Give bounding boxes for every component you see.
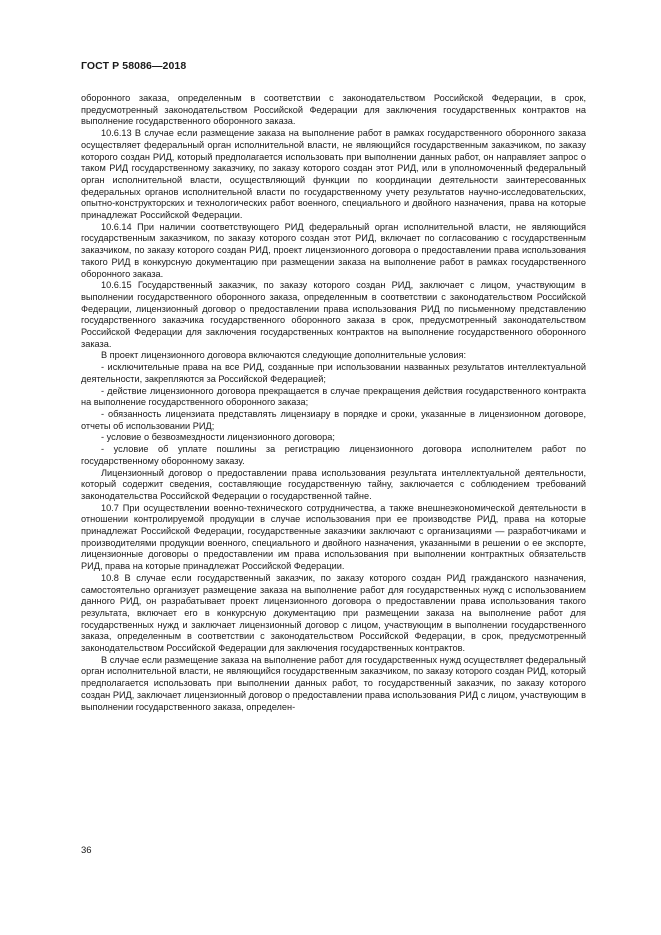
list-item: - условие об уплате пошлины за регистрацию лицензионного договора исполнителем работ по государственному оборонному заказу. — [81, 444, 586, 466]
paragraph-10-8: 10.8 В случае если государственный заказчик, по заказу которого создан РИД гражданского назначения, самостоятельно организует размещение заказа на выполнение работ для государственных нужд с использованием данного РИД, он разрабатывает проект лицензионного договора о предоставлении права использования такого результата, включает его в конкурсную документацию при размещении заказа на выполнение работ для государственных нужд и заключает лицензионный договор с лицом, участвующим в выполнении государственного заказа, определенным в соответствии с законодательством Российской Федерации, в срок, предусмотренный законодательством Российской Федерации для заключения государственных контрактов. — [81, 572, 586, 654]
paragraph-state-secret: Лицензионный договор о предоставлении права использования результата интеллектуальной деятельности, который содержит сведения, составляющие государственную тайну, заключается с соблюдением требований законодательства Российской Федерации о государственной тайне. — [81, 467, 586, 501]
document-code-header: ГОСТ Р 58086—2018 — [81, 60, 187, 72]
paragraph-10-8-continued: В случае если размещение заказа на выполнение работ для государственных нужд осуществляет федеральный орган исполнительной власти, не являющийся государственным заказчиком, по заказу которого создан РИД, который предполагается использовать при выполнении данных работ, то государственный заказчик, по заказу которого создан РИД, заключает лицензионный договор о предоставлении права использования РИД с лицом, участвующим в выполнении государственного заказа, определен- — [81, 654, 586, 712]
paragraph-10-6-15: 10.6.15 Государственный заказчик, по заказу которого создан РИД, заключает с лицом, участвующим в выполнении государственного оборонного заказа, определенным в соответствии с законодательством Российской Федерации, лицензионный договор о предоставлении права использования РИД по письменному представлению государственного заказчика государственного оборонного заказа в срок, предусмотренный законодательством Российской Федерации для заключения государственных контрактов на выполнение государственного оборонного заказа. — [81, 280, 586, 349]
paragraph-conditions-intro: В проект лицензионного договора включаются следующие дополнительные условия: — [101, 350, 467, 361]
body-text — [81, 93, 586, 713]
paragraph-10-7: 10.7 При осуществлении военно-технического сотрудничества, а также внешнеэкономической деятельности в отношении контролируемой продукции в случае использования при ее производстве РИД, права на которые принадлежат Российской Федерации, государственные заказчики заключают с организациями — разработчиками и производителями продукции военного, специального и двойного назначения, указанными в решении о ее экспорте, лицензионные договоры о предоставлении им права использования при выполнении контрактных обязательств РИД, права на которые принадлежат Российской Федерации. — [81, 502, 586, 572]
paragraph-10-6-14: 10.6.14 При наличии соответствующего РИД федеральный орган исполнительной власти, не являющийся государственным заказчиком, по заказу которого создан этот РИД, включает по согласованию с государственным заказчиком, по заказу которого создан РИД, проект лицензионного договора о предоставлении права использования такого РИД в конкурсную документацию при размещении заказа на выполнение работ в рамках государственного оборонного заказа. — [81, 221, 586, 279]
list-item: - исключительные права на все РИД, созданные при использовании названных результатов интеллектуальной деятельности, закрепляются за Российской Федерацией; — [81, 362, 586, 384]
paragraph-10-6-13: 10.6.13 В случае если размещение заказа на выполнение работ в рамках государственного оборонного заказа осуществляет федеральный орган исполнительной власти, не являющийся государственным заказчиком, по заказу которого создан РИД, который предполагается использовать при выполнении данных работ, он направляет запрос о таком РИД государственному заказчику, по заказу которого создан этот РИД, или в уполномоченный федеральный орган исполнительной власти, осуществляющий функции по координации деятельности заинтересованных федеральных органов исполнительной власти по государственному учету результатов научно-исследовательских, опытно-конструкторских и технологических работ военного, специального и двойного назначения, права на которые принадлежат Российской Федерации. — [81, 128, 586, 221]
page-number: 36 — [81, 845, 92, 856]
list-item: - действие лицензионного договора прекращается в случае прекращения действия государственного контракта на выполнение государственного оборонного заказа; — [81, 385, 586, 408]
list-item: - условие о безвозмездности лицензионного договора; — [101, 432, 335, 443]
list-item: - обязанность лицензиата представлять лицензиару в порядке и сроки, указанные в лицензионном договоре, отчеты об использовании РИД; — [81, 408, 586, 431]
paragraph-continuation: оборонного заказа, определенным в соответствии с законодательством Российской Федерации, в срок, предусмотренный законодательством Российской Федерации для заключения государственных контрактов на выполнение государственного оборонного заказа. — [81, 93, 586, 127]
